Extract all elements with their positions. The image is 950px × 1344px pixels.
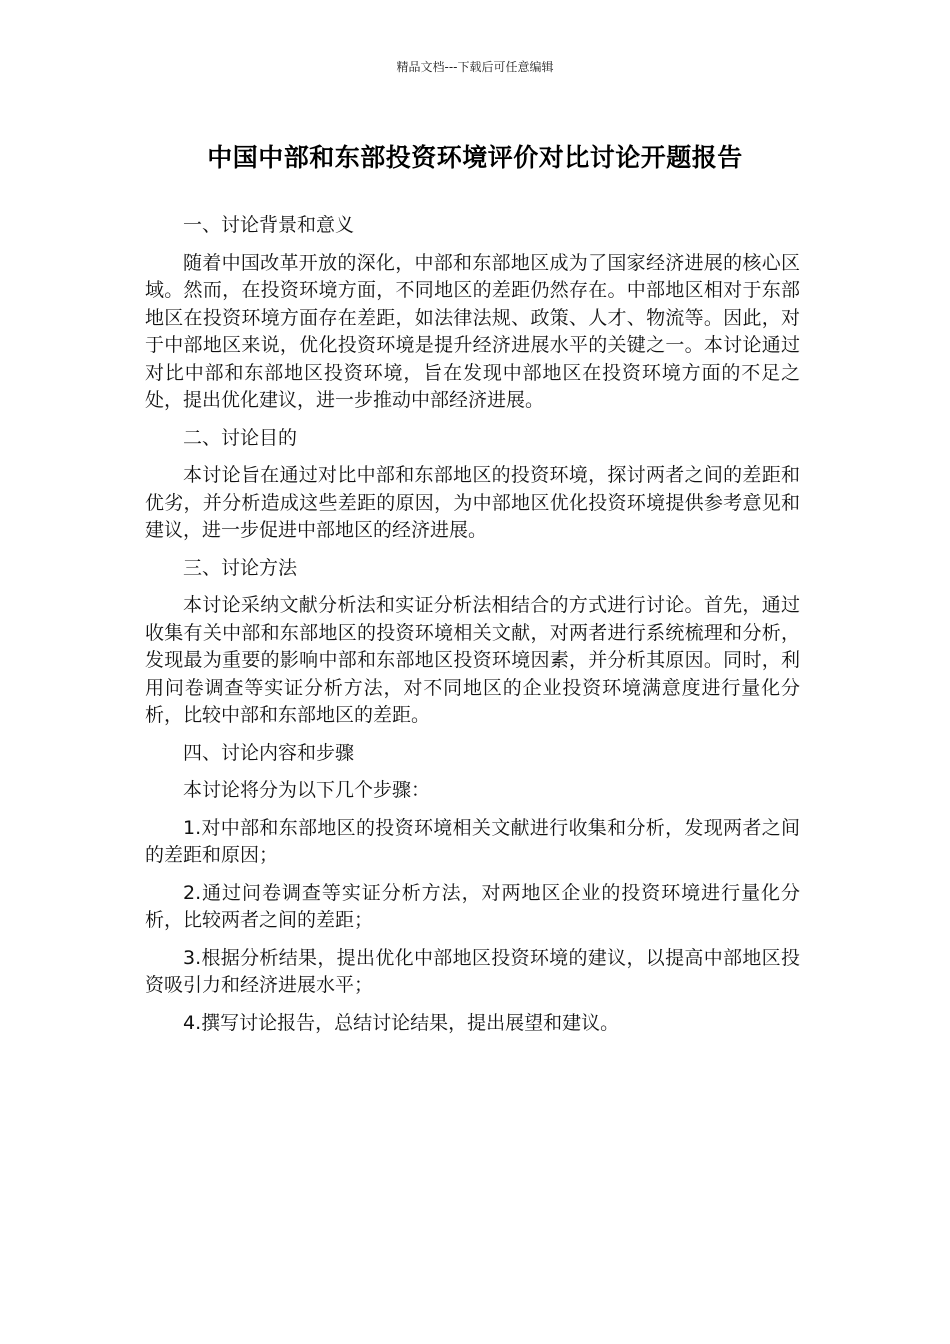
paragraph-method: 本讨论采纳文献分析法和实证分析法相结合的方式进行讨论。首先，通过收集有关中部和东部地区的投资环境相关文献，对两者进行系统梳理和分析，发现最为重要的影响中部和东部地区投资环境因素，并分析其原因。同时，利用问卷调查等实证分析方法，对不同地区的企业投资环境满意度进行量化分析，比较中部和东部地区的差距。	[145, 594, 800, 726]
header-note: 精品文档---下载后可任意编辑	[396, 60, 554, 74]
list-item-step-3: 3.根据分析结果，提出优化中部地区投资环境的建议，以提高中部地区投资吸引力和经济进展水平；	[145, 946, 800, 996]
list-item-step-4: 4.撰写讨论报告，总结讨论结果，提出展望和建议。	[183, 1011, 620, 1034]
paragraph-purpose: 本讨论旨在通过对比中部和东部地区的投资环境，探讨两者之间的差距和优劣，并分析造成这些差距的原因，为中部地区优化投资环境提供参考意见和建议，进一步促进中部地区的经济进展。	[145, 464, 800, 541]
section-heading-background: 一、讨论背景和意义	[183, 214, 355, 236]
document-title: 中国中部和东部投资环境评价对比讨论开题报告	[207, 143, 743, 172]
list-item-step-1: 1.对中部和东部地区的投资环境相关文献进行收集和分析，发现两者之间的差距和原因；	[145, 816, 800, 866]
section-heading-method: 三、讨论方法	[183, 556, 298, 579]
list-item-step-2: 2.通过问卷调查等实证分析方法，对两地区企业的投资环境进行量化分析，比较两者之间的差距；	[145, 881, 800, 931]
section-heading-content-steps: 四、讨论内容和步骤	[183, 741, 355, 764]
paragraph-steps-intro: 本讨论将分为以下几个步骤：	[183, 779, 431, 801]
document-body	[145, 212, 800, 1047]
paragraph-background: 随着中国改革开放的深化，中部和东部地区成为了国家经济进展的核心区域。然而，在投资环境方面，不同地区的差距仍然存在。中部地区相对于东部地区在投资环境方面存在差距，如法律法规、政策、人才、物流等。因此，对于中部地区来说，优化投资环境是提升经济进展水平的关键之一。本讨论通过对比中部和东部地区投资环境，旨在发现中部地区在投资环境方面的不足之处，提出优化建议，进一步推动中部经济进展。	[145, 251, 800, 411]
section-heading-purpose: 二、讨论目的	[183, 426, 298, 449]
